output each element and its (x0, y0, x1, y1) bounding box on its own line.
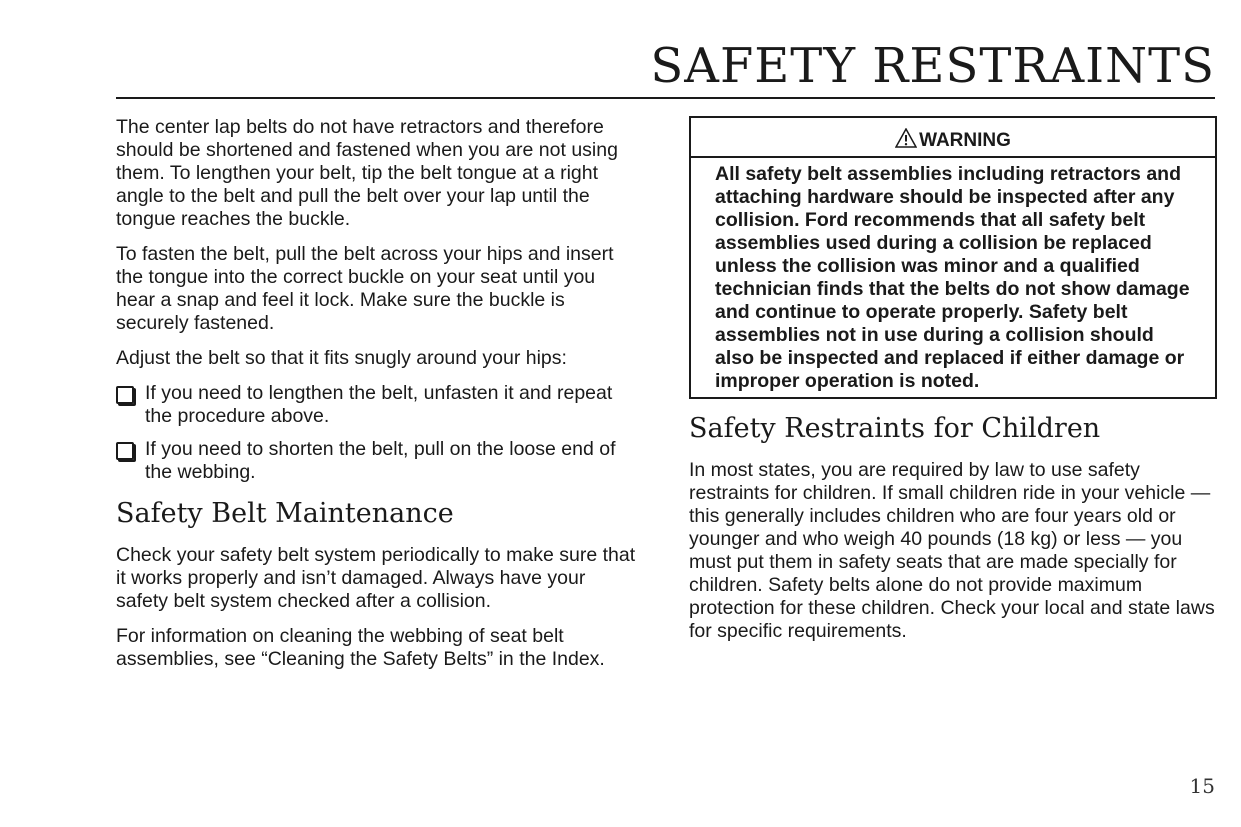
list-item-text: If you need to shorten the belt, pull on the loose end of the webbing. (145, 438, 616, 483)
paragraph-adjust-belt: Adjust the belt so that it fits snugly around your hips: (116, 347, 567, 369)
paragraph-cleaning-info: For information on cleaning the webbing of seat belt assemblies, see “Cleaning the Safety Belts” in the Index. (116, 625, 605, 670)
warning-triangle-icon (895, 128, 917, 154)
warning-header (691, 118, 1215, 158)
paragraph-children-restraints: In most states, you are required by law to use safety restraints for children. If small children ride in your vehicle — this generally includes children who are four years old or younger and who weigh 40 pounds (18 kg) or less — you must put them in safety seats that are made specially for children. Safety belts alone do not provide maximum protection for these children. Check your local and state laws for specific requirements. (689, 459, 1215, 642)
paragraph-center-lap-belts: The center lap belts do not have retractors and therefore should be shortened and fastened when you are not using them. To lengthen your belt, tip the belt tongue at a right angle to the belt and pull the belt over your lap until the tongue reaches the buckle. (116, 116, 618, 230)
list-item (116, 438, 638, 484)
list-item (116, 382, 638, 428)
checkbox-bullet-icon (116, 442, 134, 460)
title-rule (116, 97, 1215, 99)
checkbox-bullet-icon (116, 386, 134, 404)
warning-box (689, 116, 1217, 399)
page-number: 15 (1189, 774, 1215, 798)
adjust-steps-list (116, 382, 638, 484)
right-column (689, 116, 1217, 655)
heading-safety-belt-maintenance: Safety Belt Maintenance (116, 498, 454, 529)
warning-heading: WARNING (919, 130, 1011, 151)
list-item-text: If you need to lengthen the belt, unfasten it and repeat the procedure above. (145, 382, 613, 427)
paragraph-fasten-belt: To fasten the belt, pull the belt across your hips and insert the tongue into the correct buckle on your seat until you hear a snap and feel it lock. Make sure the buckle is securely fastened. (116, 243, 614, 334)
page-title: SAFETY RESTRAINTS (650, 38, 1215, 94)
heading-safety-restraints-children: Safety Restraints for Children (689, 413, 1101, 444)
left-column (116, 116, 638, 683)
warning-text: All safety belt assemblies including retractors and attaching hardware should be inspected after any collision. Ford recommends that all safety belt assemblies used during a collision be replaced unless the collision was minor and a qualified technician finds that the belts do not show damage and continue to operate properly. Safety belt assemblies not in use during a collision should also be inspected and replaced if either damage or improper operation is noted. (715, 163, 1190, 392)
paragraph-check-system: Check your safety belt system periodically to make sure that it works properly and isn’t damaged. Always have your safety belt system checked after a collision. (116, 544, 636, 612)
